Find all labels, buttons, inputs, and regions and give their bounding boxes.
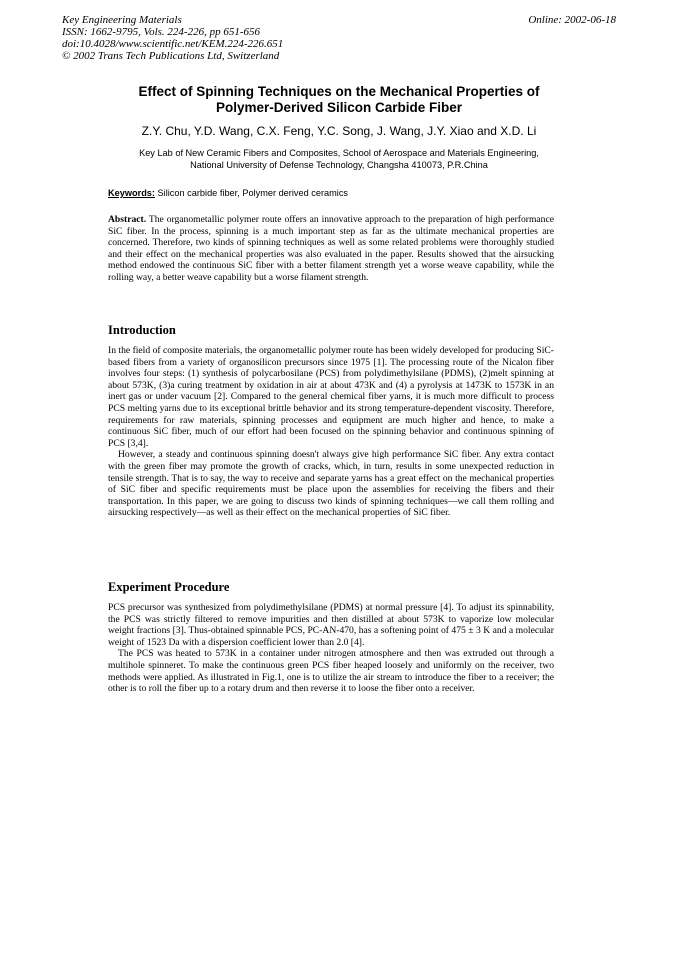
title-line-2: Polymer-Derived Silicon Carbide Fiber (215, 100, 463, 115)
journal-name: Key Engineering Materials (62, 14, 182, 26)
keywords-label: Keywords: (108, 188, 155, 198)
paper-title (0, 84, 678, 116)
affiliation-line-2: National University of Defense Technology, Changsha 410073, P.R.China (190, 160, 488, 170)
experiment-body (108, 602, 554, 695)
introduction-heading: Introduction (108, 323, 176, 337)
keywords-text: Silicon carbide fiber, Polymer derived ceramics (157, 188, 349, 198)
title-line-1: Effect of Spinning Techniques on the Mechanical Properties of (138, 84, 540, 99)
affiliation-line-1: Key Lab of New Ceramic Fibers and Composites, School of Aerospace and Materials Engineering, (139, 148, 539, 158)
introduction-paragraph-1: In the field of composite materials, the organometallic polymer route has been widely developed for producing SiC-based fibers from a variety of organosilicon precursors since 1975 [1]. The processing route of the Nicalon fiber involves four steps: (1) synthesis of polycarbosilane (PCS) from polydimethylsilane (PDMS), (2)melt spinning at about 573K, (3)a curing treatment by oxidation in air at about 473K and (4) a pyrolysis at 1473K to 1573K in an inert gas or under vacuum [2]. Compared to the general chemical fiber yarns, it is much more difficult to process PCS melting yarns due to its exceptional brittle behavior and its strong temperature-dependent viscosity. Therefore, requirements for raw materials, spinning processes and equipment are much higher and hence, to make a continuous SiC fiber, much of our effort had been focused on the spinning behavior and continuous spinning of PCS [3,4]. (108, 345, 554, 449)
abstract (108, 214, 554, 284)
introduction-body (108, 345, 554, 519)
online-date: Online: 2002-06-18 (528, 14, 616, 26)
author-list: Z.Y. Chu, Y.D. Wang, C.X. Feng, Y.C. Song, J. Wang, J.Y. Xiao and X.D. Li (141, 124, 537, 138)
introduction-paragraph-2: However, a steady and continuous spinning doesn't always give high performance SiC fiber. Any extra contact with the green fiber may promote the growth of cracks, which, in turn, results in some unexpected reduction in tensile strength. That is to say, the way to receive and separate yarns has a great effect on the mechanical properties of SiC fiber and specific requirements must be place upon the assemblies for receiving the fibers and their transportation. In this paper, we are going to discuss two kinds of spinning techniques—we call them rolling and airsucking respectively—as well as their effect on the mechanical properties of SiC fiber. (108, 449, 554, 519)
page-header (62, 14, 616, 62)
affiliation (0, 147, 678, 171)
experiment-paragraph-2: The PCS was heated to 573K in a container under nitrogen atmosphere and then was extruded out through a multihole spinneret. To make the continuous green PCS fiber heaped loosely and uniformly on the receiver, two methods were applied. As illustrated in Fig.1, one is to utilize the air stream to introduce the fiber to a receiver; the other is to roll the fiber up to a rotary drum and then reverse it to loose the fiber onto a receiver. (108, 648, 554, 695)
experiment-paragraph-1: PCS precursor was synthesized from polydimethylsilane (PDMS) at normal pressure [4]. To adjust its spinnability, the PCS was strictly filtered to remove impurities and then distilled at about 573K to vaporize low molecular weight fractions [3]. Thus-obtained spinnable PCS, PC-AN-470, has a softening point of 475 ± 3 K and a molecular weight of 1523 Da with a dispersion coefficient lower than 2.0 [4]. (108, 602, 554, 648)
abstract-label: Abstract. (108, 214, 147, 225)
copyright-line: © 2002 Trans Tech Publications Ltd, Switzerland (62, 50, 280, 62)
issn-line: ISSN: 1662-9795, Vols. 224-226, pp 651-656 (62, 26, 260, 38)
doi-line: doi:10.4028/www.scientific.net/KEM.224-226.651 (62, 38, 284, 50)
keywords (108, 187, 348, 199)
abstract-text: The organometallic polymer route offers an innovative approach to the preparation of high performance SiC fiber. In the process, spinning is a much important step as far as the ultimate mechanical properties are concerned. Therefore, two kinds of spinning techniques as well as some related problems were thoroughly studied and their effect on the mechanical properties was also evaluated in the paper. Results showed that the airsucking method endowed the continuous SiC fiber with a better filament strength yet a worse weave capability, while the rolling way, a better weave capability but a worse filament strength. (108, 214, 554, 283)
experiment-heading: Experiment Procedure (108, 580, 230, 594)
